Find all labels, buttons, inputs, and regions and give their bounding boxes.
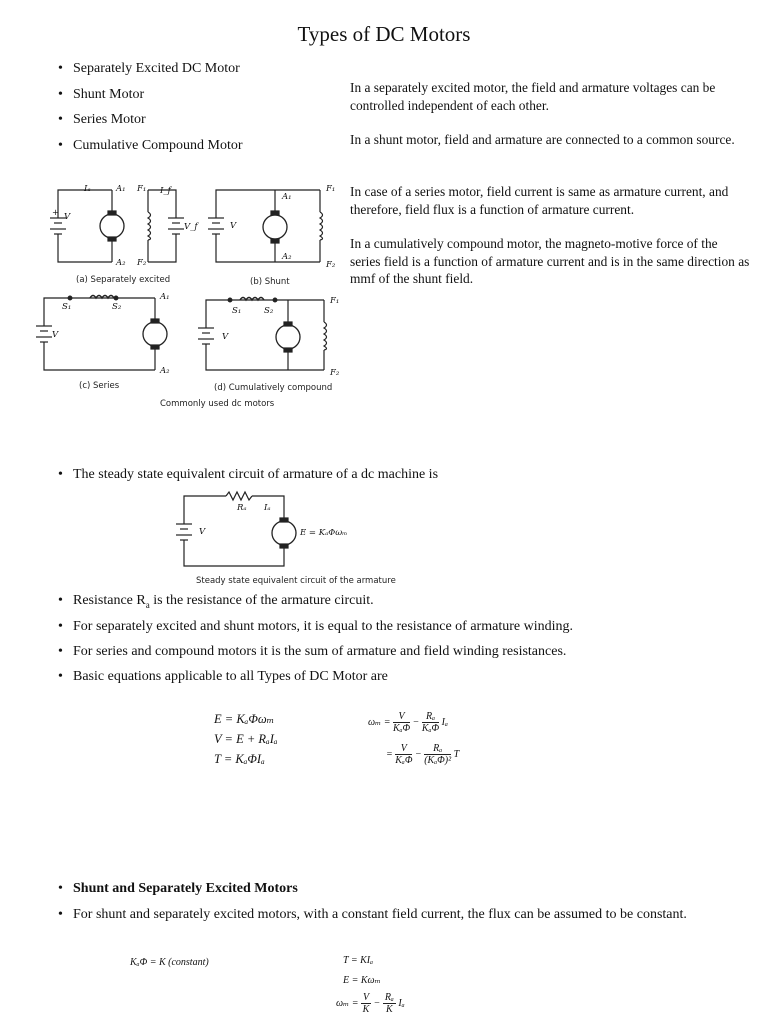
figure2-caption: Steady state equivalent circuit of the armature (196, 576, 396, 586)
equation-emf: E = KₐΦωₘ (214, 712, 275, 726)
speed-equation-line1: ωₘ = $\frac{V}{\text{KₐΦ}}$ − $\frac{\text{Rₐ}}{\text{KₐΦ}}$ Iₐ (368, 711, 448, 734)
list-item: • Shunt Motor (58, 87, 145, 102)
list-item: • Cumulative Compound Motor (58, 138, 243, 153)
shunt-torque-equation: T = KIₐ (343, 955, 374, 966)
list-item: • For series and compound motors it is the sum of armature and field winding resistances. (58, 644, 567, 659)
shunt-speed-equation: ωₘ = $\frac{V}{K}$ − $\frac{\text{Rₐ}}{K}$ Iₐ (336, 992, 405, 1015)
description-separately-excited: In a separately excited motor, the field and armature voltages can be controlled independent of each other. (350, 80, 716, 113)
speed-equation-line2: = $\frac{V}{\text{KₐΦ}}$ − $\frac{\text{Rₐ}}{\text{(KₐΦ)²}}$ T (386, 743, 460, 766)
section-heading: • Shunt and Separately Excited Motors (58, 881, 298, 896)
list-item: • For separately excited and shunt motors, it is equal to the resistance of armature winding. (58, 619, 573, 634)
description-compound: In a cumulatively compound motor, the magneto-motive force of the series field is a function of armature current and is in the same direction as mmf of the shunt field. (350, 236, 750, 286)
list-item: • Series Motor (58, 112, 146, 127)
description-series: In case of a series motor, field current is same as armature current, and therefore, field flux is a function of armature current. (350, 184, 729, 217)
description-shunt: In a shunt motor, field and armature are connected to a common source. (350, 132, 735, 147)
shunt-emf-equation: E = Kωₘ (343, 975, 381, 986)
page-title: Types of DC Motors (297, 22, 471, 46)
equation-voltage: V = E + RₐIₐ (214, 732, 278, 746)
list-item: • Separately Excited DC Motor (58, 61, 240, 76)
caption-compound: (d) Cumulatively compound (214, 383, 333, 393)
caption-separately-excited: (a) Separately excited (76, 275, 171, 285)
constant-flux-equation: KₐΦ = K (constant) (130, 957, 209, 968)
list-item: • Resistance $R_a$ is the resistance of the armature circuit. (58, 593, 374, 610)
caption-series: (c) Series (79, 381, 120, 391)
figure-caption: Commonly used dc motors (160, 399, 275, 409)
caption-shunt: (b) Shunt (250, 277, 290, 287)
equation-torque: T = KₐΦIₐ (214, 752, 265, 766)
list-item: • For shunt and separately excited motors, with a constant field current, the flux can be assumed to be constant. (58, 907, 687, 922)
emf-label: E = KₐΦωₘ (300, 528, 348, 538)
list-item: • Basic equations applicable to all Types of DC Motor are (58, 669, 388, 684)
list-item: • The steady state equivalent circuit of armature of a dc machine is (58, 467, 439, 482)
